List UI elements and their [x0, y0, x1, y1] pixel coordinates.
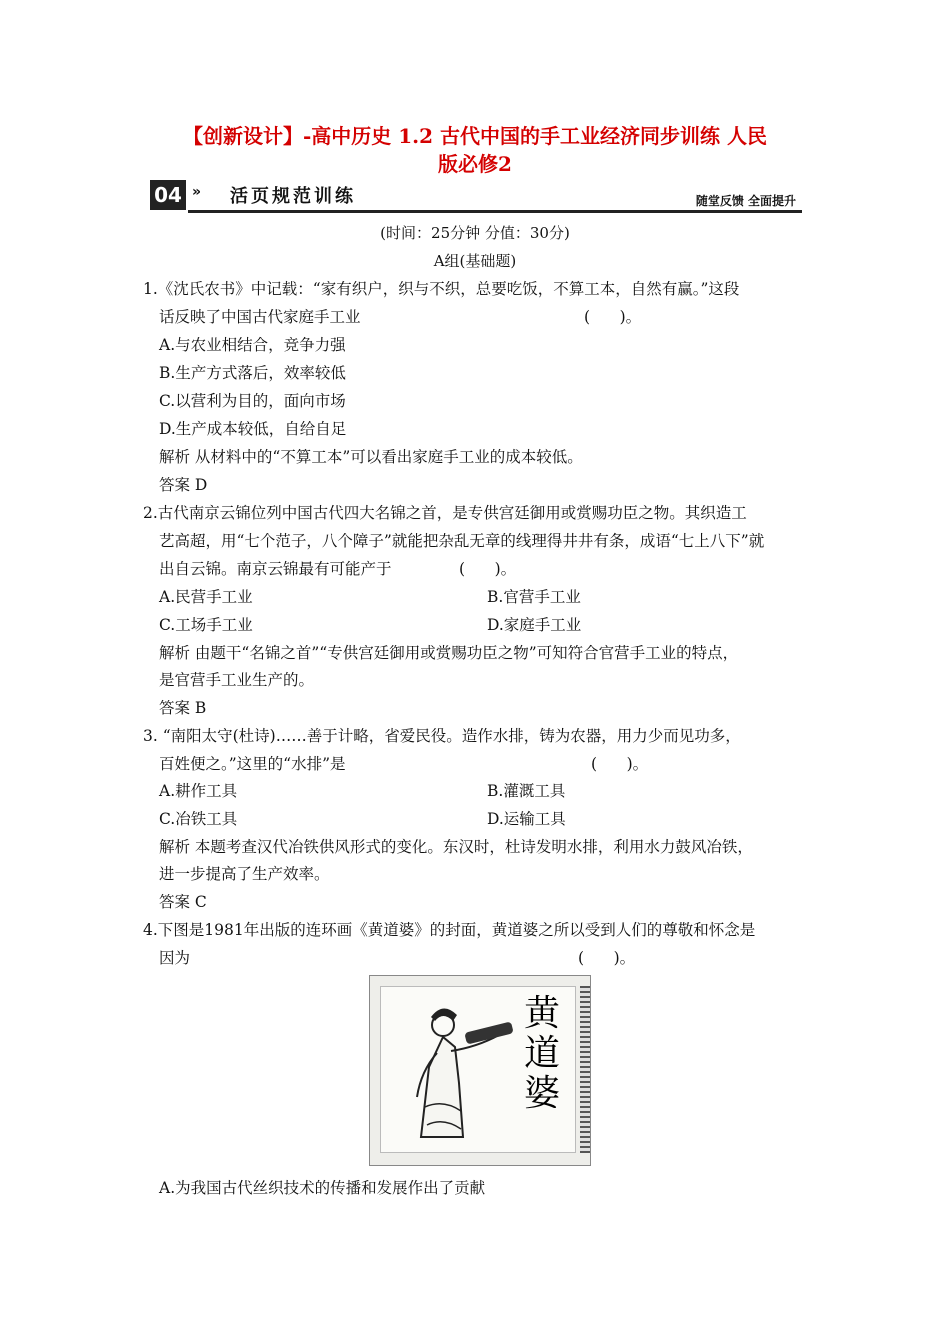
- q2-option-d: D.家庭手工业: [487, 616, 582, 634]
- title-line-1: 【创新设计】-高中历史 1.2 古代中国的手工业经济同步训练 人民: [183, 124, 767, 148]
- comic-cover-image: [369, 975, 591, 1166]
- q1-answer: 答案 D: [159, 476, 208, 494]
- q2-option-a: A.民营手工业: [159, 588, 253, 606]
- section-title: 活页规范训练: [230, 186, 356, 207]
- q3-option-c: C.冶铁工具: [159, 810, 238, 828]
- document-title: [120, 122, 830, 178]
- q4-answer-blank: ( )。: [578, 949, 636, 967]
- q2-stem-line-1: 2.古代南京云锦位列中国古代四大名锦之首，是专供宫廷御用或赏赐功臣之物。其织造工: [143, 504, 747, 522]
- q3-analysis-line-2: 进一步提高了生产效率。: [159, 865, 330, 883]
- q4-option-a: A.为我国古代丝织技术的传播和发展作出了贡献: [159, 1179, 486, 1197]
- q2-answer: 答案 B: [159, 699, 207, 717]
- q1-option-c: C.以营利为目的，面向市场: [159, 392, 346, 410]
- q2-analysis-line-2: 是官营手工业生产的。: [159, 671, 315, 689]
- group-heading: A组(基础题): [433, 252, 517, 270]
- section-slogan: 随堂反馈 全面提升: [695, 194, 796, 208]
- q3-stem-line-2: 百姓便之。”这里的“水排”是: [159, 755, 346, 773]
- section-number: 04: [150, 180, 186, 210]
- q1-answer-blank: ( )。: [584, 308, 642, 326]
- q2-stem-line-2: 艺高超，用“七个范子，八个障子”就能把杂乱无章的线理得井井有条，成语“七上八下”就: [159, 532, 765, 550]
- cover-calligraphy-title: 黄道婆: [523, 993, 560, 1114]
- q1-analysis: 解析 从材料中的“不算工本”可以看出家庭手工业的成本较低。: [159, 448, 583, 466]
- title-line-2: 版必修2: [438, 152, 512, 176]
- q2-analysis-line-1: 解析 由题干“名锦之首”“专供宫廷御用或赏赐功臣之物”可知符合官营手工业的特点，: [159, 644, 739, 662]
- q1-stem-line-2: 话反映了中国古代家庭手工业: [159, 308, 361, 326]
- cover-spine: [580, 986, 590, 1153]
- q3-option-a: A.耕作工具: [159, 782, 238, 800]
- q2-stem-line-3: 出自云锦。南京云锦最有可能产于: [159, 560, 392, 578]
- q3-option-d: D.运输工具: [487, 810, 566, 828]
- banner-rule: [188, 210, 802, 213]
- q1-stem-line-1: 1.《沈氏农书》中记载：“家有织户，织与不织，总要吃饭，不算工本，自然有赢。”这段: [143, 280, 740, 298]
- q4-stem-line-1: 4.下图是1981年出版的连环画《黄道婆》的封面，黄道婆之所以受到人们的尊敬和怀念是: [143, 921, 756, 939]
- q4-stem-line-2: 因为: [159, 949, 191, 967]
- q3-analysis-line-1: 解析 本题考查汉代冶铁供风形式的变化。东汉时，杜诗发明水排，利用水力鼓风冶铁，: [159, 838, 753, 856]
- q3-stem-line-1: 3. “南阳太守(杜诗)……善于计略，省爱民役。造作水排，铸为农器，用力少而见功多，: [143, 727, 741, 745]
- q3-answer-blank: ( )。: [591, 755, 649, 773]
- q2-option-b: B.官营手工业: [487, 588, 581, 606]
- arrow-icon: »: [192, 184, 202, 200]
- time-score: (时间：25分钟 分值：30分): [380, 224, 570, 242]
- q3-option-b: B.灌溉工具: [487, 782, 566, 800]
- q1-option-a: A.与农业相结合，竞争力强: [159, 336, 346, 354]
- section-banner: [150, 180, 802, 214]
- q1-option-d: D.生产成本较低，自给自足: [159, 420, 347, 438]
- q2-answer-blank: ( )。: [459, 560, 517, 578]
- q1-option-b: B.生产方式落后，效率较低: [159, 364, 346, 382]
- q3-answer: 答案 C: [159, 893, 207, 911]
- q2-option-c: C.工场手工业: [159, 616, 253, 634]
